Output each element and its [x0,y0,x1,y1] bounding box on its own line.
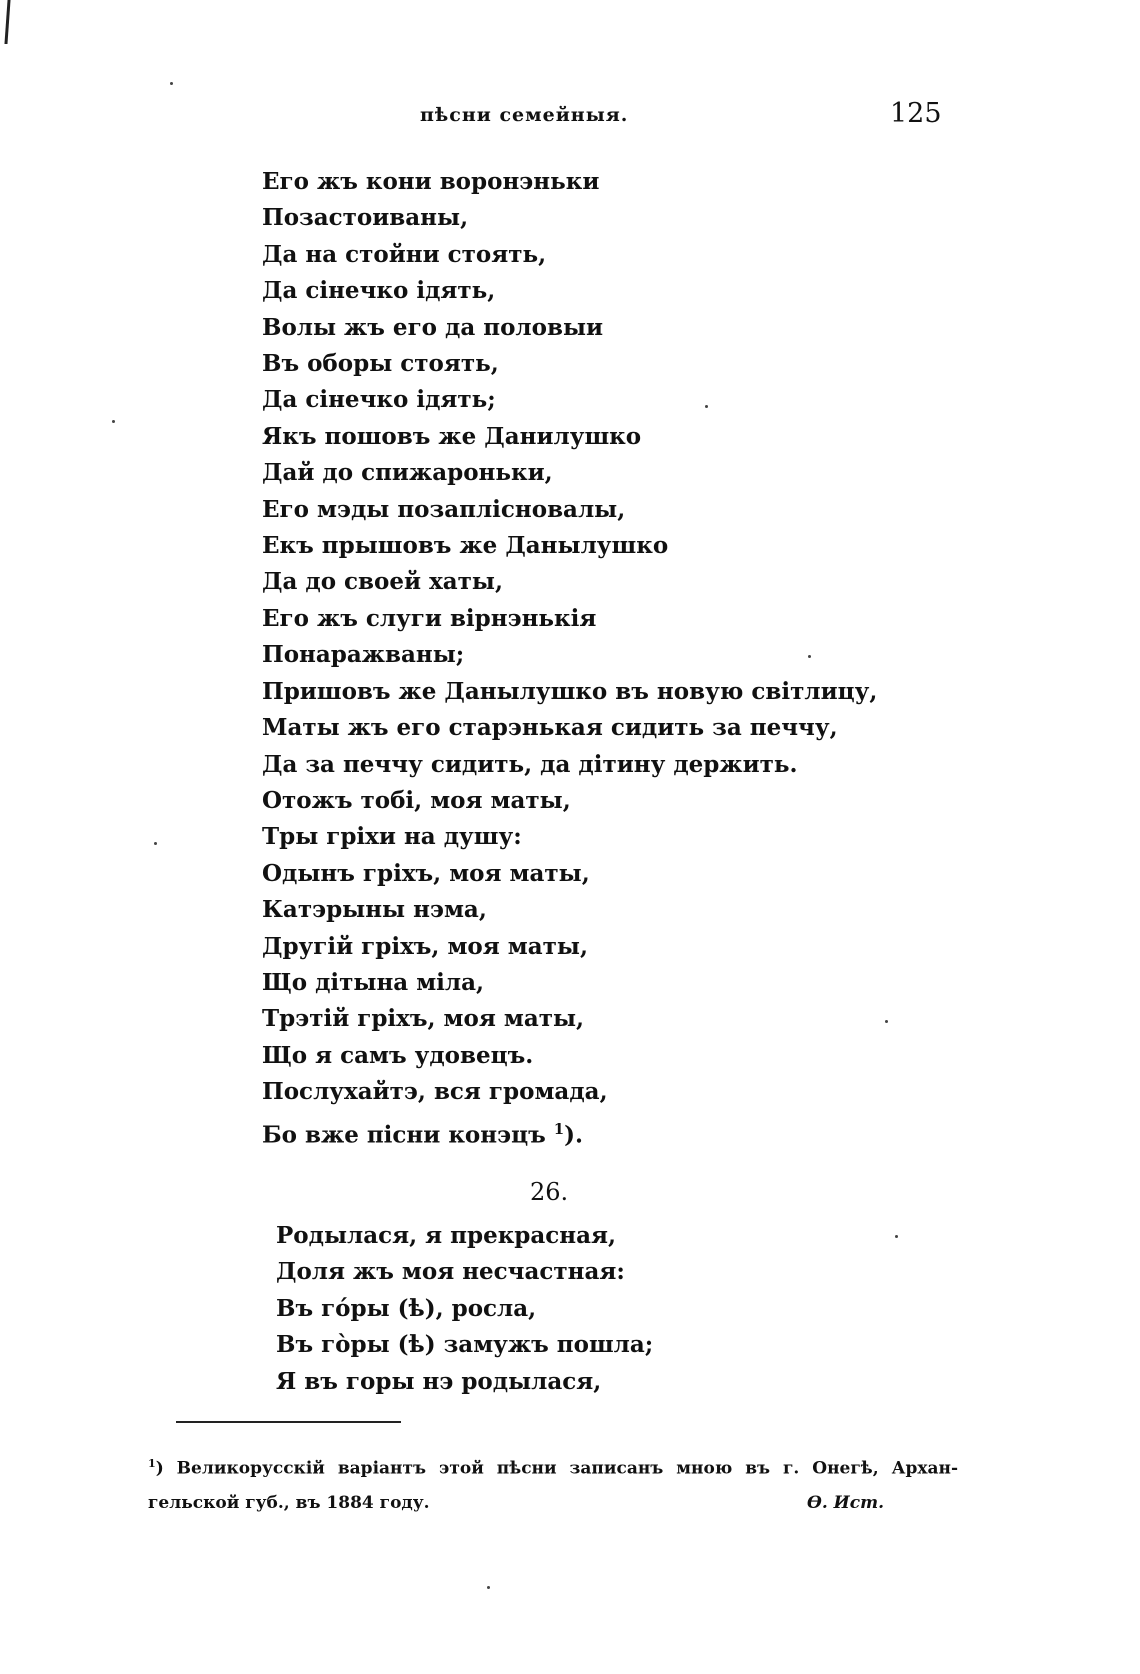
verse-line: Да сінечко ідять, [262,277,496,305]
verse-line-last [262,1111,877,1154]
verse-line: Въ гòры (ѣ) замужъ пошла; [276,1331,654,1359]
verse-line: Що дітына міла, [262,968,485,996]
verse-line: Катэрыны нэма, [262,896,487,924]
verse-line-text: Бо вже пісни конэцъ [262,1121,546,1149]
verse-line: Родылася, я прекрасная, [276,1222,617,1249]
running-head: пѣсни семейныя. [420,104,629,126]
verse-line: Маты жъ его старэнькая сидить за печчу, [262,714,838,742]
footnote-text-2: гельской губ., въ 1884 году. [148,1492,430,1513]
verse-line: Да до своей хаты, [262,568,503,596]
verse-line: Послухайтэ, вся громада, [262,1078,608,1106]
verse-line: Да за печчу сидить, да дітину держить. [262,750,798,778]
verse-line: Екъ прышовъ же Данылушко [262,532,669,560]
scan-speck [487,1586,490,1589]
verse-line: Тры гріхи на душу: [262,823,522,851]
scan-edge-mark [4,0,10,44]
verse-line-tail: ). [564,1121,584,1149]
footnote-line-1 [148,1447,958,1486]
verse-line: Другій гріхъ, моя маты, [262,932,588,960]
verse-line: Я въ горы нэ родылася, [276,1367,602,1395]
verse-line: Позастоиваны, [262,204,469,232]
verse-line: Его жъ слуги вірнэнькія [262,604,597,632]
verse-line: Отожъ тобі, моя маты, [262,786,571,814]
verse-line: Въ оборы стоять, [262,350,499,378]
scan-speck [154,842,157,845]
page-header [0,98,1140,138]
verse-line: Дай до спижароньки, [262,459,553,487]
verse-line: Да на стойни стоять, [262,240,547,268]
verse-line: Понаражваны; [262,641,465,669]
footnote-divider [176,1421,401,1423]
scan-speck [895,1235,898,1238]
footnote-marker: 1 [148,1457,156,1470]
verse-line: Въ гóры (ѣ), росла, [276,1294,537,1322]
verse-line: Якъ пошовъ же Данилушко [262,422,642,450]
verse-line: Що я самъ удовецъ. [262,1041,534,1069]
footnote [148,1447,958,1520]
scan-speck [705,405,708,408]
verse-line: Одынъ гріхъ, моя маты, [262,859,590,887]
verse-block-continued [262,164,877,1154]
scan-speck [808,655,811,658]
footnote-line-2 [148,1486,884,1520]
footnote-signature: Ѳ. Ист. [807,1492,884,1513]
scan-speck [170,82,173,85]
verse-block-song-26 [276,1218,653,1400]
footnote-text-1: ) Великорусскій варіантъ этой пѣсни записанъ мною въ г. Онегѣ, Архан- [155,1458,958,1479]
verse-line: Доля жъ моя несчастная: [276,1258,625,1286]
song-number: 26. [530,1178,569,1206]
scan-speck [112,420,115,423]
verse-line: Да сінечко ідять; [262,386,496,414]
verse-line: Его мэды позаплісновалы, [262,495,626,523]
scan-speck [885,1020,888,1023]
page-number: 125 [890,98,942,129]
verse-line: Пришовъ же Данылушко въ новую світлицу, [262,677,878,705]
verse-line: Трэтій гріхъ, моя маты, [262,1005,585,1033]
footnote-reference: 1 [553,1119,565,1138]
verse-line: Волы жъ его да половыи [262,313,604,341]
verse-line: Его жъ кони воронэньки [262,168,600,195]
